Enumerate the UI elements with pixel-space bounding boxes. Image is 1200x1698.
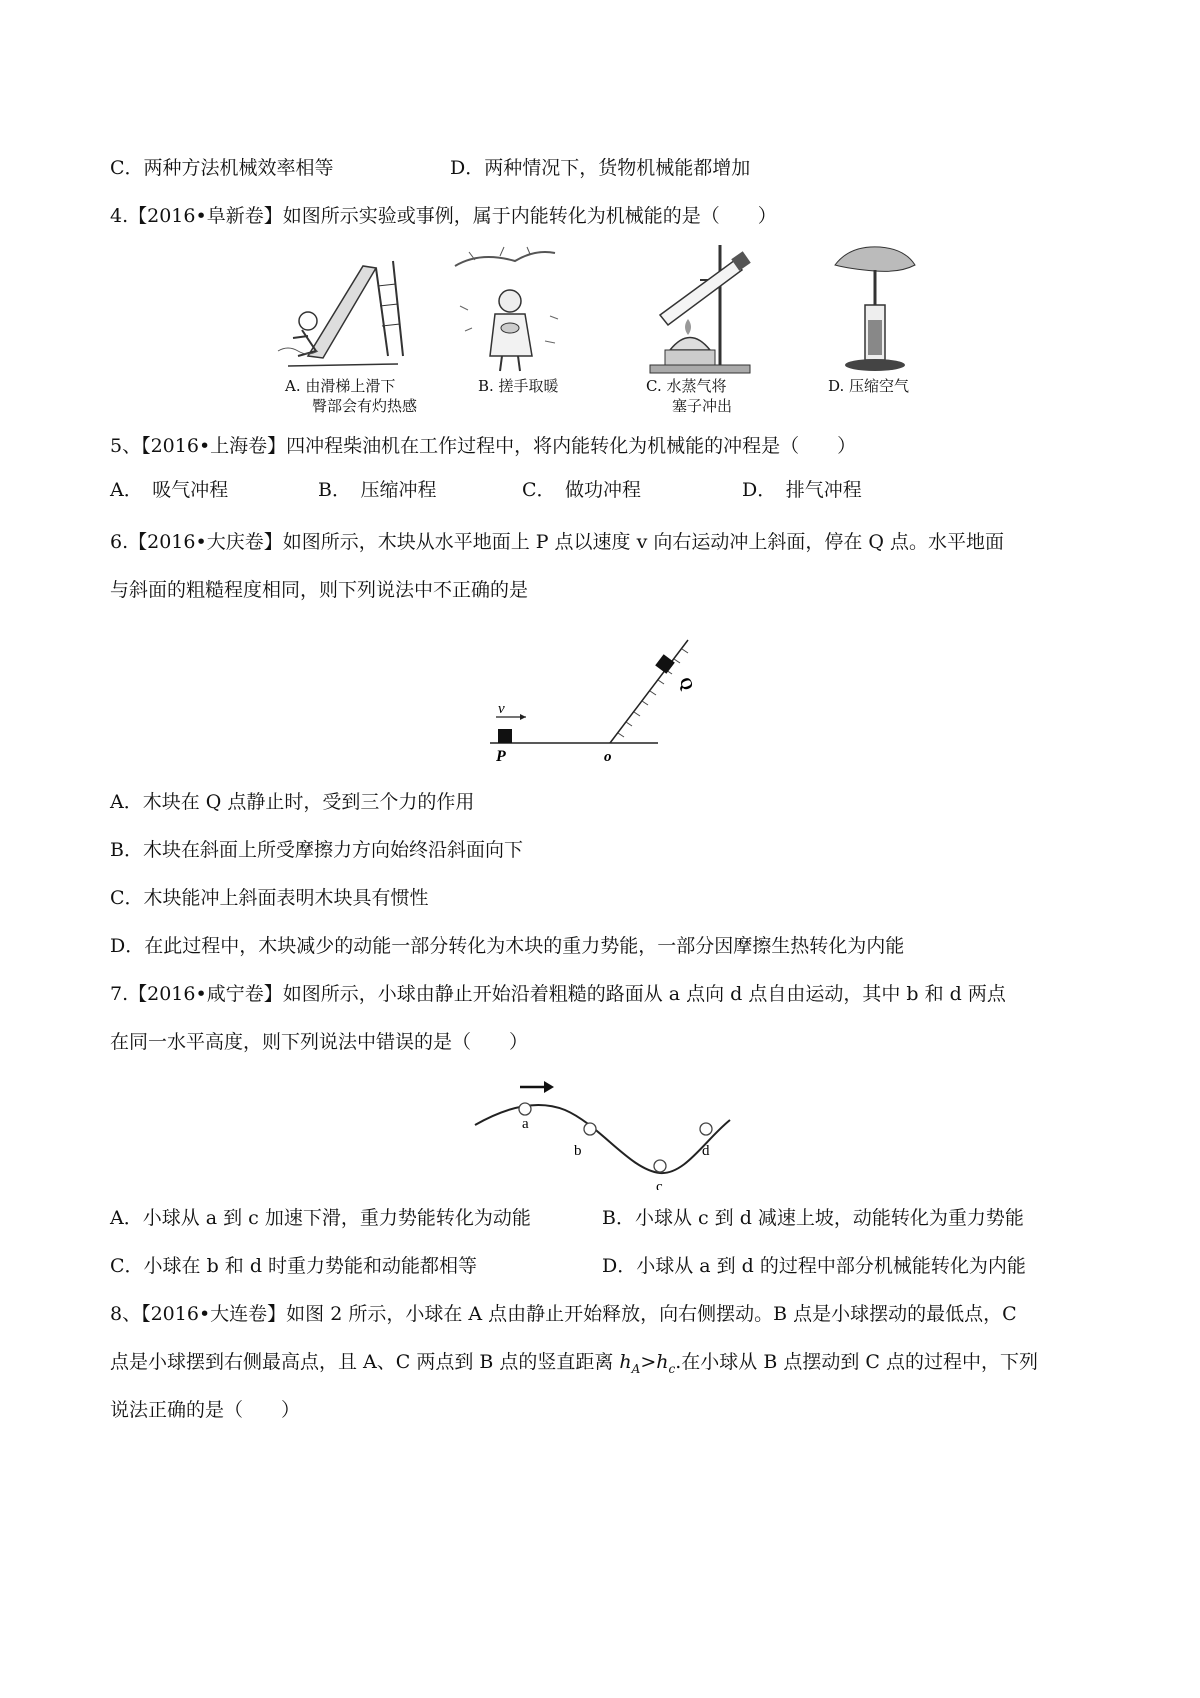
q7-option-d: D．小球从 a 到 d 的过程中部分机械能转化为内能	[602, 1255, 1026, 1277]
caption-d: D. 压缩空气	[828, 377, 910, 395]
wavy-track-figure	[470, 1075, 740, 1190]
label-c: c	[656, 1179, 663, 1190]
q4-stem: 4.【2016•阜新卷】如图所示实验或事例，属于内能转化为机械能的是（ ）	[110, 205, 777, 227]
label-q: Q	[675, 675, 697, 693]
q6-option-d: D．在此过程中，木块减少的动能一部分转化为木块的重力势能，一部分因摩擦生热转化为内能	[110, 935, 905, 957]
q6-stem-line1: 6.【2016•大庆卷】如图所示，木块从水平地面上 P 点以速度 v 向右运动冲上斜面，停在 Q 点。水平地面	[110, 531, 1005, 553]
caption-a-line1: A. 由滑梯上滑下	[285, 377, 396, 395]
q6-option-a: A．木块在 Q 点静止时，受到三个力的作用	[110, 791, 475, 813]
q3-option-d: D．两种情况下，货物机械能都增加	[450, 157, 751, 179]
q5-option-c: C． 做功冲程	[522, 479, 642, 501]
label-d: d	[702, 1143, 710, 1159]
caption-a-line2: 臀部会有灼热感	[312, 397, 418, 415]
h-c-symbol: h	[656, 1351, 669, 1373]
caption-c-line1: C. 水蒸气将	[646, 377, 727, 395]
label-b: b	[574, 1143, 582, 1159]
q8-line2-part1: 点是小球摆到右侧最高点，且 A、C 两点到 B 点的竖直距离	[110, 1351, 620, 1373]
h-c-subscript: c	[668, 1361, 676, 1376]
q7-option-b: B．小球从 c 到 d 减速上坡，动能转化为重力势能	[602, 1207, 1024, 1229]
caption-b: B. 搓手取暖	[478, 377, 559, 395]
q5-option-d: D． 排气冲程	[742, 479, 862, 501]
compress-air-figure	[825, 240, 925, 380]
q6-option-c: C．木块能冲上斜面表明木块具有惯性	[110, 887, 429, 909]
q7-stem-line2: 在同一水平高度，则下列说法中错误的是（ ）	[110, 1031, 529, 1053]
q5-option-a: A． 吸气冲程	[110, 479, 229, 501]
slide-figure	[268, 246, 418, 376]
q8-line2	[110, 1350, 1038, 1381]
caption-c-line2: 塞子冲出	[672, 397, 733, 415]
label-p: P	[496, 748, 506, 765]
label-o: o	[604, 749, 612, 765]
h-a-symbol: h	[619, 1351, 632, 1373]
q8-line2-part2: .在小球从 B 点摆动到 C 点的过程中，下列	[675, 1351, 1038, 1373]
q6-stem-line2: 与斜面的粗糙程度相同，则下列说法中不正确的是	[110, 579, 529, 601]
q6-option-b: B．木块在斜面上所受摩擦力方向始终沿斜面向下	[110, 839, 523, 861]
h-a-subscript: A	[631, 1361, 641, 1376]
q5-option-b: B． 压缩冲程	[318, 479, 437, 501]
q7-stem-line1: 7.【2016•咸宁卷】如图所示，小球由静止开始沿着粗糙的路面从 a 点向 d 点自由运动，其中 b 和 d 两点	[110, 983, 1006, 1005]
q5-stem: 5、【2016•上海卷】四冲程柴油机在工作过程中，将内能转化为机械能的冲程是（ ）	[110, 435, 857, 457]
rubbing-hands-figure	[450, 246, 570, 376]
q7-option-a: A．小球从 a 到 c 加速下滑，重力势能转化为动能	[110, 1207, 531, 1229]
label-a: a	[522, 1116, 529, 1132]
incline-figure	[480, 625, 710, 770]
q8-line3: 说法正确的是（ ）	[110, 1399, 301, 1421]
q7-option-c: C．小球在 b 和 d 时重力势能和动能都相等	[110, 1255, 478, 1277]
steam-stopper-figure	[630, 240, 770, 380]
q8-line1: 8、【2016•大连卷】如图 2 所示，小球在 A 点由静止开始释放，向右侧摆动。B 点是小球摆动的最低点，C	[110, 1303, 1017, 1325]
greater-than-sign: >	[640, 1351, 657, 1373]
label-v: v	[498, 701, 505, 717]
q3-option-c: C．两种方法机械效率相等	[110, 157, 334, 179]
